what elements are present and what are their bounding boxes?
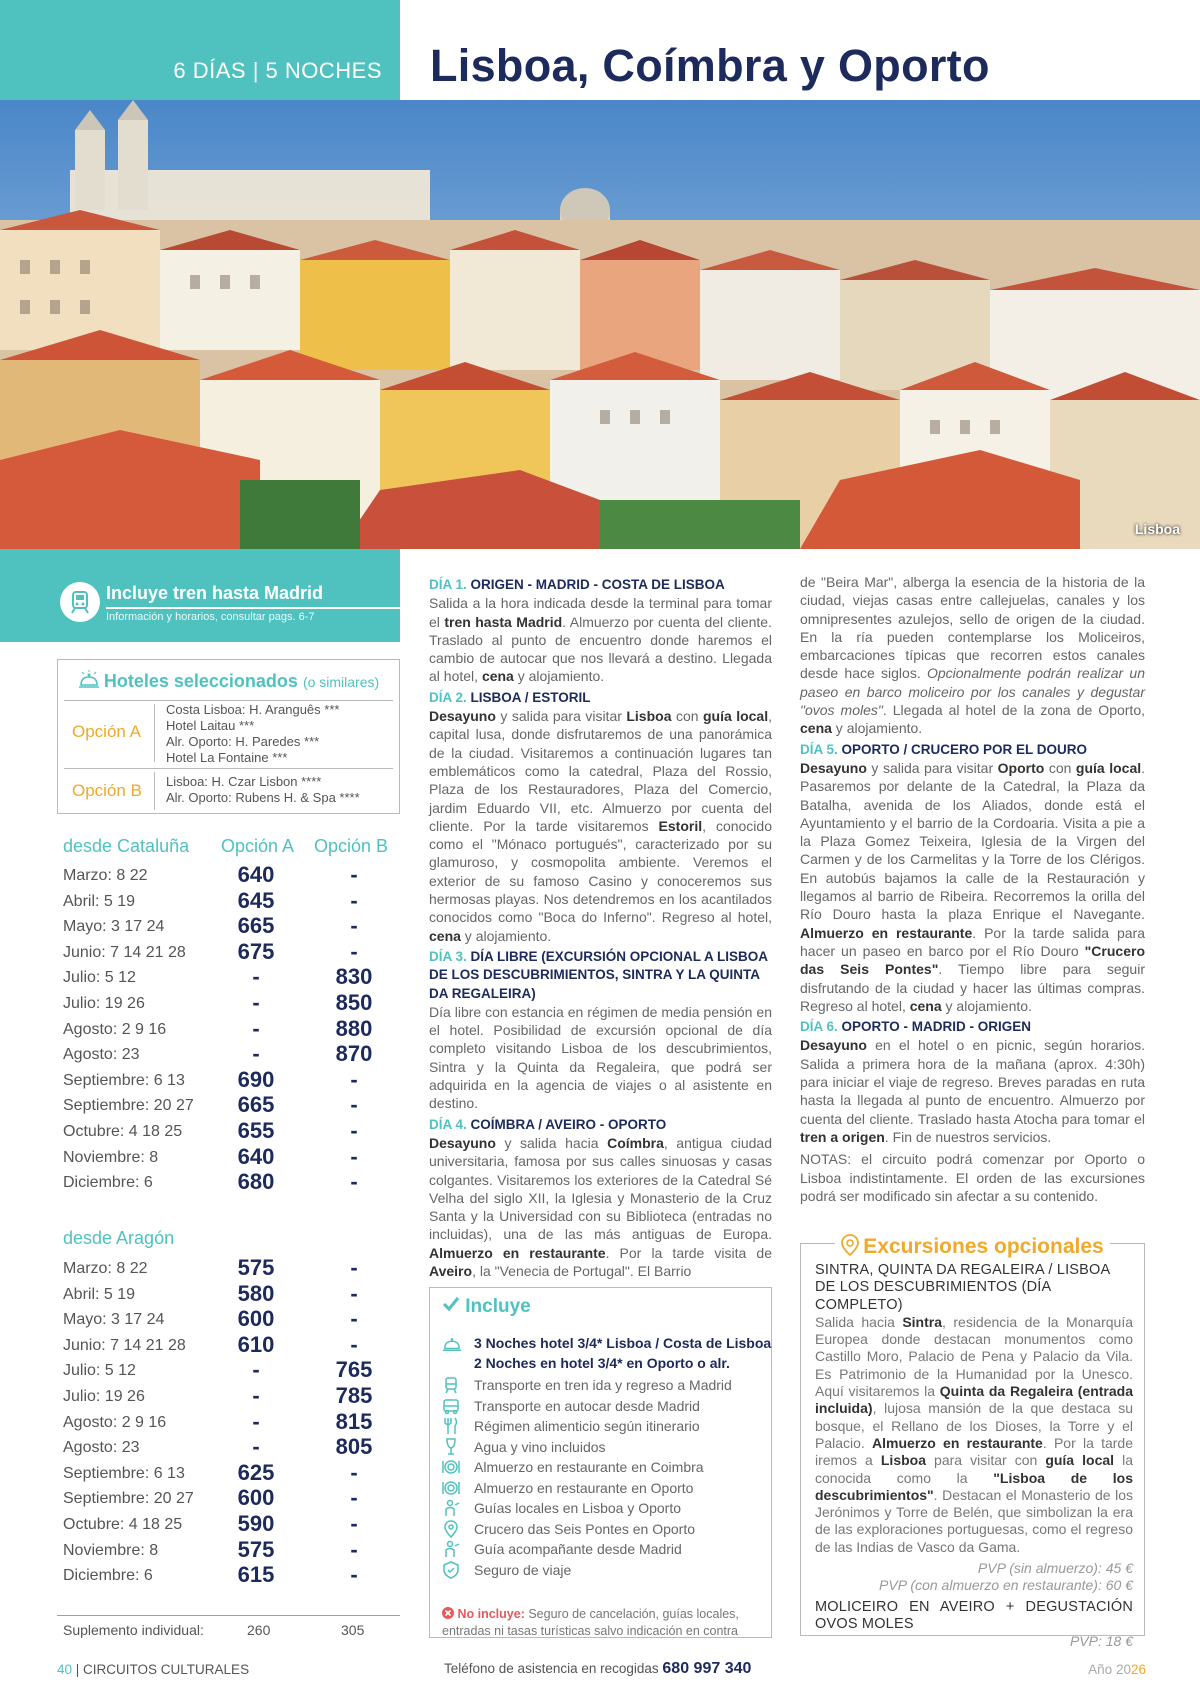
year-suffix: 26 xyxy=(1130,1662,1146,1677)
price-dates: Mayo: 3 17 24 xyxy=(63,1311,165,1329)
day-3-text: Día libre con estancia en régimen de media pensión en el hotel. Posibilidad de excursión opcional de día completo visitando Lisboa de los descubrimientos, Sintra y la Quinta da Regaleira, que podrá ser adquirida en la agencia de viajes o al asistente en destino. xyxy=(429,1003,772,1112)
not-included-text: Seguro de cancelación, guías locales, entradas ni tasas turísticas salvo indicación en contra xyxy=(442,1607,739,1638)
bell-icon xyxy=(442,1335,462,1353)
price-dates: Julio: 19 26 xyxy=(63,995,145,1012)
include-item-text: Guía acompañante desde Madrid xyxy=(474,1541,682,1557)
price-option-a: - xyxy=(252,964,260,990)
shield-icon xyxy=(442,1561,460,1579)
price-option-b: 785 xyxy=(335,1383,373,1408)
price-row xyxy=(63,1357,403,1384)
price-dates: Mayo: 3 17 24 xyxy=(63,918,165,936)
price-option-a: 645 xyxy=(237,887,275,913)
price-row xyxy=(63,1144,403,1171)
day-6-heading xyxy=(800,1018,1145,1036)
year-prefix: Año 20 xyxy=(1088,1662,1131,1677)
day-title: ORIGEN - MADRID - COSTA DE LISBOA xyxy=(470,577,725,592)
price-dates: Noviembre: 8 xyxy=(63,1541,159,1559)
section-name: | CIRCUITOS CULTURALES xyxy=(72,1662,250,1677)
price-option-b: 765 xyxy=(335,1357,373,1383)
price-row xyxy=(63,1118,403,1145)
excursions-body xyxy=(815,1262,1133,1651)
price-option-b: 870 xyxy=(335,1041,373,1067)
price-dates: Octubre: 4 18 25 xyxy=(63,1123,183,1140)
option-a-label: Opción A xyxy=(72,722,141,741)
include-item xyxy=(442,1560,762,1582)
price-section-cataluna: desde Cataluña xyxy=(63,836,190,856)
price-option-b: - xyxy=(350,913,358,939)
day-2-heading xyxy=(429,689,772,707)
include-item-text: Seguro de viaje xyxy=(474,1561,572,1578)
price-dates: Diciembre: 6 xyxy=(63,1567,153,1585)
phone-number[interactable]: 680 997 340 xyxy=(662,1660,752,1677)
include-item-text: Transporte en autocar desde Madrid xyxy=(474,1397,700,1414)
include-item xyxy=(442,1437,762,1459)
day-number: DÍA 4. xyxy=(429,1116,467,1132)
page-title: Lisboa, Coímbra y Oporto xyxy=(430,40,990,91)
price-option-b: - xyxy=(350,1536,358,1562)
price-option-a: 665 xyxy=(237,1092,275,1118)
day-number: DÍA 1. xyxy=(429,577,467,592)
divider xyxy=(106,607,400,609)
excursions-box xyxy=(800,1235,1145,1650)
include-item-text: Almuerzo en restaurante en Coimbra xyxy=(474,1459,704,1475)
price-row xyxy=(63,1332,403,1359)
includes-title-text: Incluye xyxy=(465,1296,531,1317)
hotel-line: Hotel La Fontaine *** xyxy=(166,750,288,765)
price-option-a: - xyxy=(252,990,260,1015)
price-option-a: 680 xyxy=(237,1169,275,1195)
price-dates: Julio: 5 12 xyxy=(63,1362,136,1380)
price-row xyxy=(63,1041,403,1068)
price-row xyxy=(63,1409,403,1436)
supplement-label: Suplemento individual: xyxy=(63,1622,204,1638)
location-pin-icon xyxy=(442,1520,460,1538)
price-row xyxy=(63,1460,403,1487)
excursion-2-price: PVP: 18 € xyxy=(1069,1633,1133,1650)
price-option-b: 850 xyxy=(335,990,373,1015)
include-item-text: Agua y vino incluidos xyxy=(474,1438,606,1455)
itinerary-column-1 xyxy=(429,573,772,1280)
day-5-text: Desayuno y salida para visitar Oporto con guía local. Pasaremos por delante de la Catedral, la Plaza da Batalha, avenida de los Aliados, donde está el Ayuntamiento y el barrio de la Cordoaria. Visita a pie a la Plaza Gomez Teixeira, Iglesia de la Virgen del Carmen y de los Carmelitas y la Torre de los Clérigos. En autobús bajamos la calle de la Restauración y llegamos al barrio de Ribeira. Recorremos la orilla del Río Douro hasta la plaza Enrique el Navegante. Almuerzo en restaurante. Por la tarde salida para hacer un paseo en barco por el Río Douro "Crucero das Seis Pontes". Tiempo libre para seguir disfrutando de la ciudad y hacer las últimas compras. Regreso al hotel, cena y alojamiento. xyxy=(800,759,1146,1014)
include-item xyxy=(442,1478,762,1500)
excursions-title xyxy=(801,1234,1144,1259)
footer-section xyxy=(57,1662,249,1677)
bell-icon xyxy=(78,670,100,690)
day-4-text-cont: de "Beira Mar", alberga la esencia de la historia de la ciudad, viejas casas entre callejuelas, canales y los omnipresentes azulejos, sello de origen de la ciudad. En la ría pueden contemplarse los Moliceiros, embarcaciones típicas que recorren estos canales desde hace siglos. Opcionalmente podrán realizar un paseo en barco moliceiro por los canales y degustar "ovos moles". Llegada al hotel de la zona de Oporto, cena y alojamiento. xyxy=(800,574,1146,737)
price-option-b: 880 xyxy=(335,1015,373,1041)
day-number: DÍA 5. xyxy=(800,741,838,757)
bus-icon xyxy=(442,1397,460,1415)
excursions-title-text: Excursiones opcionales xyxy=(863,1235,1104,1258)
day-2-text: Desayuno y salida para visitar Lisboa con guía local, capital lusa, donde disfrutaremos de una panorámica de la ciudad. Visitaremos a continuación lugares tan emblemáticos como la catedral, Plaza del Rossio, Plaza de los Restauradores, Plaza del Comercio, jardim Eduardo VII, etc. Almuerzo por cuenta del cliente. Por la tarde visitaremos Estoril, conocido como el "Mónaco portugués", caracterizado por su glamuroso, y cosmopolita ambiente. Veremos el exterior de su famoso Casino y conoceremos sus hermosas playas. Nos detendremos en los acantilados conocidos como "Boca do Inferno". Regreso al hotel, cena y alojamiento. xyxy=(429,708,772,944)
price-option-b: - xyxy=(350,887,358,913)
hotels-box xyxy=(57,659,400,814)
hotel-line: Hotel Laitau *** xyxy=(166,718,255,733)
hotel-line: Alr. Oporto: H. Paredes *** xyxy=(166,734,320,749)
price-row xyxy=(63,1485,403,1512)
price-option-a: - xyxy=(252,1015,260,1041)
itinerary-column-2 xyxy=(800,573,1145,1205)
excursion-2-title: MOLICEIRO EN AVEIRO + DEGUSTACIÓN OVOS MOLES xyxy=(815,1598,1133,1632)
day-number: DÍA 6. xyxy=(800,1019,838,1035)
price-row xyxy=(63,939,403,966)
price-row xyxy=(63,1306,403,1333)
price-dates: Junio: 7 14 21 28 xyxy=(63,1336,186,1354)
header-band xyxy=(0,0,400,100)
price-row xyxy=(63,1562,403,1589)
divider xyxy=(154,772,155,810)
price-row xyxy=(63,1281,403,1308)
price-option-a: 600 xyxy=(237,1306,275,1332)
price-row xyxy=(63,990,403,1017)
price-option-a: - xyxy=(252,1408,260,1434)
price-option-b: - xyxy=(350,938,358,964)
price-dates: Septiembre: 6 13 xyxy=(63,1464,185,1482)
price-col-a: Opción A xyxy=(221,836,295,856)
price-row xyxy=(63,888,403,915)
include-item xyxy=(442,1375,762,1397)
hotel-line: Alr. Oporto: Rubens H. & Spa **** xyxy=(166,790,360,805)
price-dates: Abril: 5 19 xyxy=(63,1285,136,1303)
hotel-include-line: 2 Noches en hotel 3/4* en Oporto o alr. xyxy=(474,1355,730,1371)
price-dates: Agosto: 2 9 16 xyxy=(63,1413,167,1431)
price-option-a: 610 xyxy=(237,1331,275,1357)
price-option-a: 580 xyxy=(237,1280,275,1306)
price-row xyxy=(63,913,403,940)
plate-icon xyxy=(442,1458,460,1476)
price-option-b: - xyxy=(350,1169,358,1195)
option-a-hotels xyxy=(166,702,339,766)
footer-phone xyxy=(444,1660,751,1678)
day-5-heading xyxy=(800,741,1145,759)
notes-text: NOTAS: el circuito podrá comenzar por Oporto o Lisboa indistintamente. El orden de las excursiones podrá ser modificado sin afectar a su contenido. xyxy=(800,1151,1145,1204)
price-dates: Agosto: 23 xyxy=(63,1439,140,1457)
photo-caption: Lisboa xyxy=(1134,521,1180,537)
price-col-b: Opción B xyxy=(314,836,389,856)
wine-glass-icon xyxy=(442,1438,460,1456)
price-option-b: - xyxy=(350,1066,358,1092)
excursion-1-price-b: PVP (con almuerzo en restaurante): 60 € xyxy=(879,1577,1133,1594)
price-dates: Diciembre: 6 xyxy=(63,1174,153,1192)
price-option-b: - xyxy=(350,1280,358,1306)
divider xyxy=(64,768,393,769)
lisboa-photo xyxy=(0,100,1200,549)
day-number: DÍA 2. xyxy=(429,689,467,705)
day-4-text: Desayuno y salida hacia Coímbra, antigua ciudad universitaria, famosa por sus calles sinuosas y casas colgantes. Visitaremos los exteriores de la Catedral Sé Velha del siglo XII, la Iglesia y Monasterio de la Cruz Santa y la Universidad con su Biblioteca (entradas no incluidas), una de las más antiguas de Europa. Almuerzo en restaurante. Por la tarde visita de Aveiro, la "Venecia de Portugal". El Barrio xyxy=(429,1134,773,1279)
phone-label: Teléfono de asistencia en recogidas xyxy=(444,1661,663,1676)
day-1-heading xyxy=(429,576,772,594)
price-option-a: - xyxy=(252,1434,260,1460)
price-dates: Agosto: 2 9 16 xyxy=(63,1020,167,1038)
price-dates: Marzo: 8 22 xyxy=(63,867,148,884)
divider xyxy=(64,700,393,701)
hotel-line: Costa Lisboa: H. Aranguês *** xyxy=(166,702,340,717)
include-item-text: Transporte en tren ida y regreso a Madrid xyxy=(474,1377,732,1393)
price-option-a: 690 xyxy=(237,1066,275,1092)
day-title: OPORTO - MADRID - ORIGEN xyxy=(841,1019,1032,1035)
price-dates: Abril: 5 19 xyxy=(63,892,136,910)
day-3-heading xyxy=(429,948,772,1003)
include-item xyxy=(442,1519,762,1541)
train-subtitle: Información y horarios, consultar pags. 6-7 xyxy=(106,611,315,623)
price-option-a: 655 xyxy=(237,1118,275,1143)
hotels-title xyxy=(58,670,399,692)
day-6-text: Desayuno en el hotel o en picnic, según horarios. Salida a primera hora de la mañana (aprox. 4:30h) para iniciar el viaje de regreso. Breves paradas en ruta hasta la llegada al punto de encuentro. Almuerzo por cuenta del cliente. Traslado hasta Atocha para tomar el tren a origen. Fin de nuestros servicios. xyxy=(800,1037,1145,1145)
include-item xyxy=(442,1457,762,1479)
price-option-a: 675 xyxy=(237,938,275,964)
divider xyxy=(57,1615,400,1616)
price-option-b: 805 xyxy=(335,1434,373,1460)
day-1-text: Salida a la hora indicada desde la terminal para tomar el tren hasta Madrid. Almuerzo por cuenta del cliente. Traslado al punto de encuentro donde haremos el cambio de autocar que nos llevará a destino. Llegada al hotel, cena y alojamiento. xyxy=(429,595,772,685)
day-title: OPORTO / CRUCERO POR EL DOURO xyxy=(841,741,1088,757)
hotel-include-line: 3 Noches hotel 3/4* Lisboa / Costa de Lisboa xyxy=(474,1335,772,1351)
excursion-1-text: Salida hacia Sintra, residencia de la Monarquía Europea donde destacan monumentos como Castillo Moro, Palacio de Pena y Palacio da Vila. Es Patrimonio de la Humanidad por la Unesco. Aquí visitaremos la Quinta da Regaleira (entrada incluida), lujosa mansión de la que destaca su bosque, el Rellano de los Dioses, la Torre y el Palacio. Almuerzo en restaurante. Por la tarde iremos a Lisboa para visitar con guía local la conocida como la "Lisboa de los descubrimientos". Destacan el Monasterio de los Jerónimos y Torre de Belén, que simbolizan la era de las exploraciones portuguesas, como el regreso de las Indias de Vasco da Gama. xyxy=(815,1313,1133,1555)
price-option-b: 830 xyxy=(335,964,373,990)
price-section-aragon: desde Aragón xyxy=(63,1228,175,1248)
include-item-text: Régimen alimenticio según itinerario xyxy=(474,1418,700,1434)
train-icon xyxy=(60,582,100,622)
price-dates: Septiembre: 20 27 xyxy=(63,1490,194,1508)
price-row xyxy=(63,862,403,889)
price-row xyxy=(63,1383,403,1410)
footer-year xyxy=(1088,1662,1146,1677)
price-option-a: - xyxy=(252,1357,260,1383)
price-dates: Noviembre: 8 xyxy=(63,1148,159,1166)
plate-icon xyxy=(442,1479,460,1497)
option-b-label: Opción B xyxy=(72,781,142,800)
price-option-a: - xyxy=(252,1041,260,1067)
price-option-b: - xyxy=(350,1511,358,1536)
includes-box xyxy=(429,1287,772,1638)
price-option-b: - xyxy=(350,1562,358,1588)
price-option-b: - xyxy=(350,1459,358,1485)
hotel-line: Lisboa: H. Czar Lisbon **** xyxy=(166,774,322,789)
price-option-a: 575 xyxy=(237,1255,275,1280)
price-dates: Julio: 19 26 xyxy=(63,1388,145,1405)
day-title: COÍMBRA / AVEIRO - OPORTO xyxy=(470,1116,667,1132)
guide-icon xyxy=(442,1499,460,1517)
hotels-title-note: (o similares) xyxy=(302,674,380,690)
train-title: Incluye tren hasta Madrid xyxy=(106,583,324,603)
price-option-a: 590 xyxy=(237,1511,275,1536)
supplement-a: 260 xyxy=(247,1622,271,1638)
not-included-label: No incluye: xyxy=(457,1607,525,1621)
price-row xyxy=(63,1016,403,1043)
price-row xyxy=(63,1511,403,1538)
guide-icon xyxy=(442,1540,460,1558)
include-item-text: Almuerzo en restaurante en Oporto xyxy=(474,1479,694,1496)
price-option-a: 640 xyxy=(237,1143,275,1169)
price-row xyxy=(63,964,403,991)
price-option-a: 640 xyxy=(237,862,275,887)
excursion-1-title: SINTRA, QUINTA DA REGALEIRA / LISBOA DE LOS DESCUBRIMIENTOS (DÍA COMPLETO) xyxy=(815,1262,1110,1313)
price-option-a: - xyxy=(252,1383,260,1408)
price-option-b: - xyxy=(350,1143,358,1169)
price-option-b: - xyxy=(350,1485,358,1511)
price-option-b: - xyxy=(350,1255,358,1280)
price-row xyxy=(63,1434,403,1461)
day-number: DÍA 3. xyxy=(429,948,467,964)
train-icon xyxy=(442,1376,460,1394)
include-item xyxy=(442,1416,762,1438)
lisboa-cityscape-illustration xyxy=(0,100,1200,549)
day-4-heading xyxy=(429,1116,772,1134)
include-item xyxy=(442,1396,762,1418)
price-dates: Octubre: 4 18 25 xyxy=(63,1516,183,1533)
price-dates: Agosto: 23 xyxy=(63,1046,140,1064)
price-option-a: 600 xyxy=(237,1485,275,1511)
includes-title xyxy=(442,1296,531,1318)
divider xyxy=(154,704,155,762)
not-included xyxy=(442,1606,762,1640)
day-title: LISBOA / ESTORIL xyxy=(470,689,591,705)
price-option-a: 575 xyxy=(237,1536,275,1562)
price-option-a: 625 xyxy=(237,1459,275,1485)
option-b-hotels xyxy=(166,774,360,806)
price-option-b: - xyxy=(350,862,358,887)
price-row xyxy=(63,1255,403,1282)
excursion-1-price-a: PVP (sin almuerzo): 45 € xyxy=(977,1560,1133,1577)
include-item xyxy=(442,1498,762,1520)
price-row xyxy=(63,1169,403,1196)
cutlery-icon xyxy=(442,1417,460,1435)
price-dates: Septiembre: 20 27 xyxy=(63,1097,194,1115)
day-title: DÍA LIBRE (EXCURSIÓN OPCIONAL A LISBOA DE LOS DESCUBRIMIENTOS, SINTRA Y LA QUINTA DA REGALEIRA) xyxy=(429,948,768,1001)
price-dates: Junio: 7 14 21 28 xyxy=(63,943,186,961)
price-dates: Septiembre: 6 13 xyxy=(63,1071,185,1089)
price-option-b: - xyxy=(350,1092,358,1118)
price-dates: Marzo: 8 22 xyxy=(63,1260,148,1277)
include-item xyxy=(442,1539,762,1561)
include-item-text: Crucero das Seis Pontes en Oporto xyxy=(474,1520,696,1537)
supplement-b: 305 xyxy=(341,1622,365,1638)
price-option-b: - xyxy=(350,1331,358,1357)
location-pin-icon xyxy=(841,1234,859,1256)
price-row xyxy=(63,1067,403,1094)
price-option-a: 665 xyxy=(237,913,275,939)
hotels-title-text: Hoteles seleccionados xyxy=(103,671,298,691)
price-option-b: - xyxy=(350,1118,358,1143)
x-circle-icon xyxy=(442,1607,454,1619)
price-option-b: 815 xyxy=(335,1408,373,1434)
trip-duration: 6 DÍAS | 5 NOCHES xyxy=(173,58,382,83)
price-option-b: - xyxy=(350,1306,358,1332)
include-item-text: Guías locales en Lisboa y Oporto xyxy=(474,1500,682,1516)
check-icon xyxy=(442,1296,460,1312)
price-option-a: 615 xyxy=(237,1562,275,1588)
price-row xyxy=(63,1537,403,1564)
page-number: 40 xyxy=(57,1662,73,1677)
price-dates: Julio: 5 12 xyxy=(63,969,136,987)
price-row xyxy=(63,1092,403,1119)
